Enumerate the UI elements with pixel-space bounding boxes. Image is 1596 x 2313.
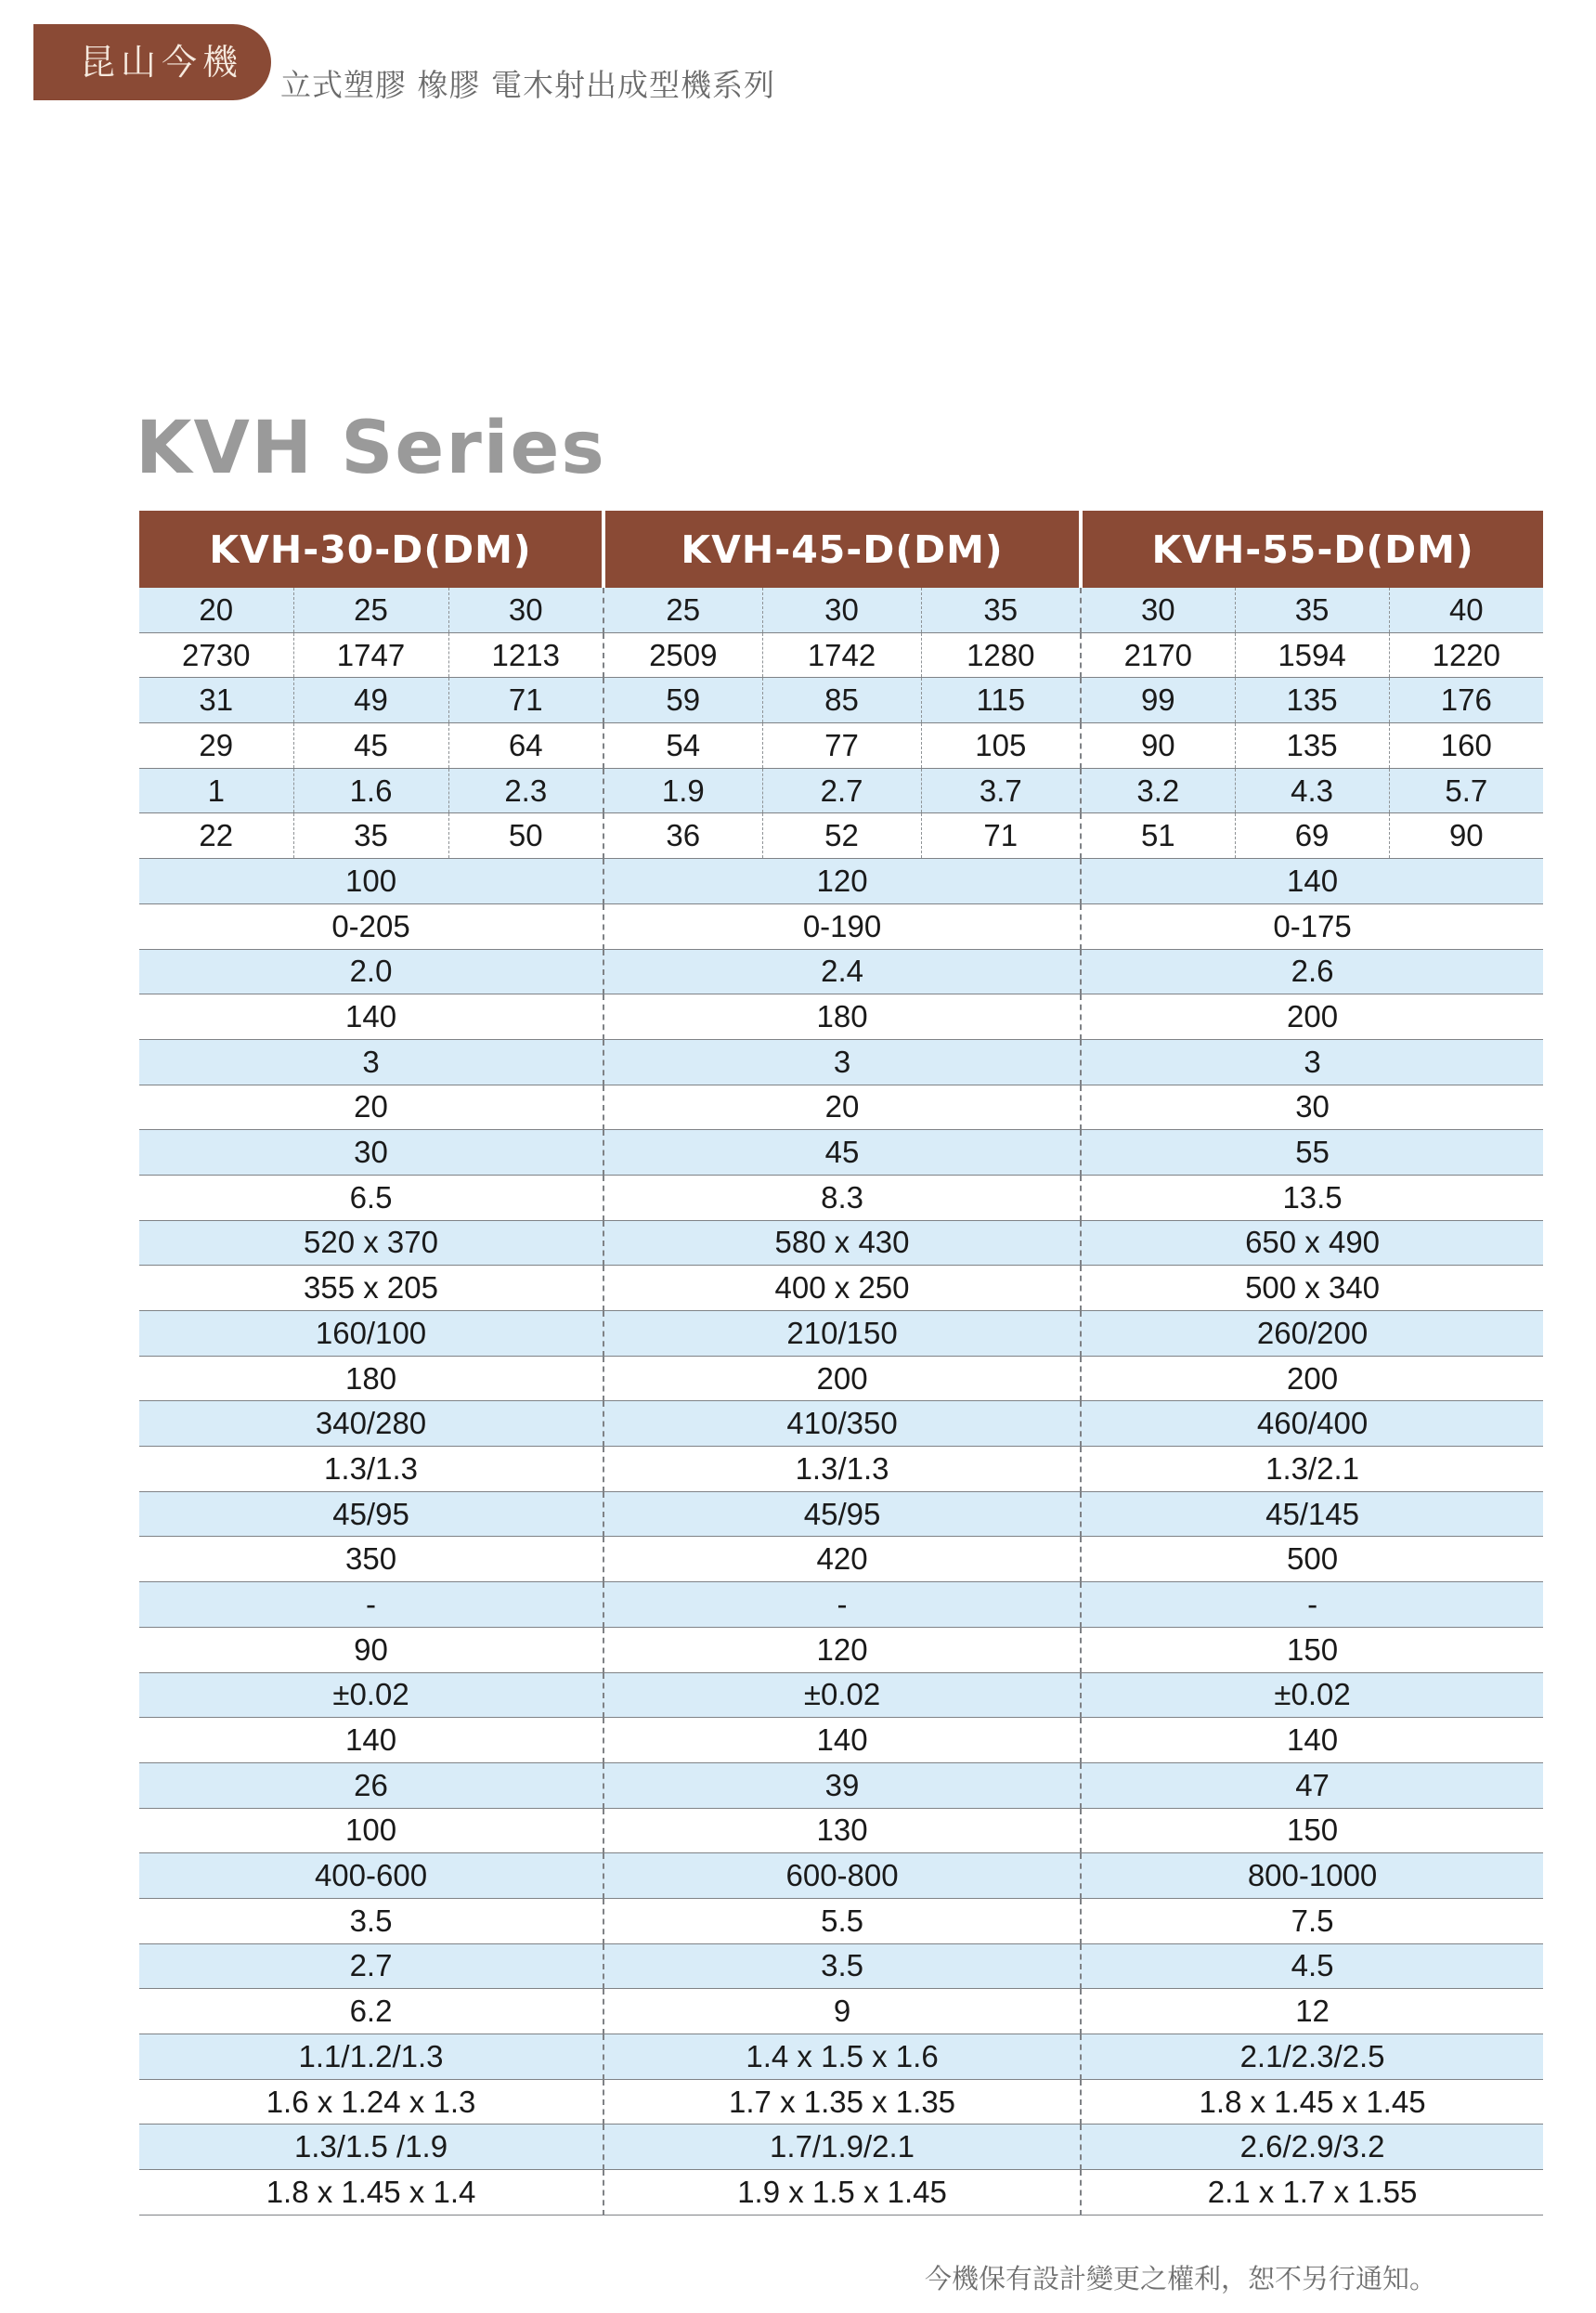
table-row xyxy=(139,1085,1543,1130)
table-cell: 135 xyxy=(1235,678,1389,723)
table-cell: 29 xyxy=(139,723,293,769)
table-cell: 140 xyxy=(1081,859,1543,904)
table-cell: 2.1/2.3/2.5 xyxy=(1081,2034,1543,2080)
table-row xyxy=(139,949,1543,994)
table-cell: 35 xyxy=(921,588,1081,632)
table-cell: 51 xyxy=(1081,813,1235,859)
table-row xyxy=(139,1808,1543,1853)
table-cell: 1.8 x 1.45 x 1.4 xyxy=(139,2170,603,2216)
table-cell: 1 xyxy=(139,768,293,813)
table-row xyxy=(139,1989,1543,2034)
table-cell: 100 xyxy=(139,1808,603,1853)
table-cell: 2.6 xyxy=(1081,949,1543,994)
table-cell: 2.0 xyxy=(139,949,603,994)
table-cell: 22 xyxy=(139,813,293,859)
table-cell: 36 xyxy=(603,813,762,859)
table-cell: 13.5 xyxy=(1081,1175,1543,1220)
table-cell: 45/145 xyxy=(1081,1491,1543,1537)
table-row xyxy=(139,994,1543,1040)
table-row xyxy=(139,813,1543,859)
table-cell: 39 xyxy=(603,1762,1081,1808)
table-cell: 71 xyxy=(921,813,1081,859)
table-cell: - xyxy=(603,1582,1081,1628)
table-cell: 1.3/1.3 xyxy=(603,1447,1081,1492)
table-cell: 2.6/2.9/3.2 xyxy=(1081,2125,1543,2170)
table-cell: 12 xyxy=(1081,1989,1543,2034)
table-cell: 45 xyxy=(603,1130,1081,1176)
table-cell: 45 xyxy=(293,723,448,769)
table-cell: 2.3 xyxy=(448,768,603,813)
table-row xyxy=(139,1491,1543,1537)
table-cell: 45/95 xyxy=(139,1491,603,1537)
table-cell: 410/350 xyxy=(603,1401,1081,1447)
table-cell: 30 xyxy=(1081,1085,1543,1130)
table-cell: 180 xyxy=(603,994,1081,1040)
table-cell: 2.7 xyxy=(139,1943,603,1989)
table-cell: 52 xyxy=(762,813,921,859)
table-cell: 1.7/1.9/2.1 xyxy=(603,2125,1081,2170)
table-cell: 500 x 340 xyxy=(1081,1266,1543,1311)
table-cell: 1280 xyxy=(921,632,1081,678)
table-cell: 1.3/2.1 xyxy=(1081,1447,1543,1492)
table-cell: 140 xyxy=(1081,1718,1543,1763)
table-cell: 64 xyxy=(448,723,603,769)
table-cell: 77 xyxy=(762,723,921,769)
table-cell: 85 xyxy=(762,678,921,723)
table-cell: 1742 xyxy=(762,632,921,678)
table-cell: 30 xyxy=(762,588,921,632)
table-row xyxy=(139,1356,1543,1401)
table-cell: 140 xyxy=(139,1718,603,1763)
table-cell: 140 xyxy=(603,1718,1081,1763)
table-cell: 1747 xyxy=(293,632,448,678)
table-cell: 8.3 xyxy=(603,1175,1081,1220)
table-cell: 54 xyxy=(603,723,762,769)
table-row xyxy=(139,1130,1543,1176)
table-cell: ±0.02 xyxy=(603,1672,1081,1718)
table-row xyxy=(139,1762,1543,1808)
table-cell: 1.1/1.2/1.3 xyxy=(139,2034,603,2080)
table-row xyxy=(139,2079,1543,2125)
table-cell: 120 xyxy=(603,1627,1081,1672)
table-cell: 20 xyxy=(139,1085,603,1130)
table-cell: 355 x 205 xyxy=(139,1266,603,1311)
spec-table xyxy=(139,511,1543,2216)
table-row xyxy=(139,2034,1543,2080)
table-cell: 0-175 xyxy=(1081,903,1543,949)
table-cell: 20 xyxy=(139,588,293,632)
table-cell: 0-190 xyxy=(603,903,1081,949)
series-title: KVH Series xyxy=(136,407,606,490)
table-cell: 1.3/1.5 /1.9 xyxy=(139,2125,603,2170)
table-cell: 800-1000 xyxy=(1081,1853,1543,1899)
table-cell: 120 xyxy=(603,859,1081,904)
table-cell: 45/95 xyxy=(603,1491,1081,1537)
table-cell: 50 xyxy=(448,813,603,859)
table-cell: 650 x 490 xyxy=(1081,1220,1543,1266)
table-cell: 2.1 x 1.7 x 1.55 xyxy=(1081,2170,1543,2216)
table-cell: 580 x 430 xyxy=(603,1220,1081,1266)
table-row xyxy=(139,1220,1543,1266)
table-cell: 160 xyxy=(1389,723,1543,769)
table-cell: 160/100 xyxy=(139,1311,603,1357)
table-row xyxy=(139,1718,1543,1763)
model-header: KVH-30-D(DM) xyxy=(139,511,603,588)
table-cell: 6.5 xyxy=(139,1175,603,1220)
header-subtitle: 立式塑膠 橡膠 電木射出成型機系列 xyxy=(280,67,775,103)
table-cell: 340/280 xyxy=(139,1401,603,1447)
brand-badge: 昆山今機 xyxy=(33,24,271,100)
table-cell: 2.4 xyxy=(603,949,1081,994)
table-cell: 5.7 xyxy=(1389,768,1543,813)
table-cell: 600-800 xyxy=(603,1853,1081,1899)
table-cell: 180 xyxy=(139,1356,603,1401)
model-header: KVH-45-D(DM) xyxy=(603,511,1081,588)
table-cell: 3.5 xyxy=(603,1943,1081,1989)
table-cell: 59 xyxy=(603,678,762,723)
table-cell: 150 xyxy=(1081,1808,1543,1853)
table-cell: 90 xyxy=(139,1627,603,1672)
table-cell: 20 xyxy=(603,1085,1081,1130)
table-cell: 2.7 xyxy=(762,768,921,813)
table-cell: 176 xyxy=(1389,678,1543,723)
table-cell: 1.3/1.3 xyxy=(139,1447,603,1492)
table-row xyxy=(139,1266,1543,1311)
table-cell: 1.7 x 1.35 x 1.35 xyxy=(603,2079,1081,2125)
table-cell: 2730 xyxy=(139,632,293,678)
table-cell: 135 xyxy=(1235,723,1389,769)
table-cell: 25 xyxy=(603,588,762,632)
table-cell: ±0.02 xyxy=(139,1672,603,1718)
table-row xyxy=(139,1627,1543,1672)
table-cell: 350 xyxy=(139,1537,603,1582)
table-cell: 500 xyxy=(1081,1537,1543,1582)
table-row xyxy=(139,1582,1543,1628)
table-cell: 9 xyxy=(603,1989,1081,2034)
table-cell: 6.2 xyxy=(139,1989,603,2034)
table-cell: 2509 xyxy=(603,632,762,678)
table-cell: 1.6 x 1.24 x 1.3 xyxy=(139,2079,603,2125)
table-row xyxy=(139,768,1543,813)
table-row xyxy=(139,903,1543,949)
table-cell: 1.9 x 1.5 x 1.45 xyxy=(603,2170,1081,2216)
table-cell: 200 xyxy=(1081,994,1543,1040)
table-cell: ±0.02 xyxy=(1081,1672,1543,1718)
table-cell: 210/150 xyxy=(603,1311,1081,1357)
table-row xyxy=(139,588,1543,632)
table-cell: 1.4 x 1.5 x 1.6 xyxy=(603,2034,1081,2080)
table-cell: 0-205 xyxy=(139,903,603,949)
table-cell: 69 xyxy=(1235,813,1389,859)
table-row xyxy=(139,1175,1543,1220)
table-cell: 400 x 250 xyxy=(603,1266,1081,1311)
table-row xyxy=(139,2170,1543,2216)
table-cell: 150 xyxy=(1081,1627,1543,1672)
table-cell: 140 xyxy=(139,994,603,1040)
table-cell: 520 x 370 xyxy=(139,1220,603,1266)
table-row xyxy=(139,1672,1543,1718)
table-cell: 47 xyxy=(1081,1762,1543,1808)
table-cell: - xyxy=(1081,1582,1543,1628)
table-cell: 4.5 xyxy=(1081,1943,1543,1989)
table-row xyxy=(139,1447,1543,1492)
table-row xyxy=(139,1311,1543,1357)
table-cell: 31 xyxy=(139,678,293,723)
table-row xyxy=(139,1898,1543,1943)
table-cell: 30 xyxy=(448,588,603,632)
table-cell: 3 xyxy=(603,1039,1081,1085)
table-cell: 260/200 xyxy=(1081,1311,1543,1357)
table-row xyxy=(139,632,1543,678)
table-cell: 130 xyxy=(603,1808,1081,1853)
table-cell: 5.5 xyxy=(603,1898,1081,1943)
table-cell: 90 xyxy=(1389,813,1543,859)
table-row xyxy=(139,723,1543,769)
table-cell: 1594 xyxy=(1235,632,1389,678)
table-cell: 35 xyxy=(1235,588,1389,632)
table-cell: 30 xyxy=(139,1130,603,1176)
table-cell: 3.5 xyxy=(139,1898,603,1943)
spec-table-body xyxy=(139,588,1543,2215)
table-cell: 3 xyxy=(1081,1039,1543,1085)
table-row xyxy=(139,1943,1543,1989)
table-row xyxy=(139,678,1543,723)
table-cell: 90 xyxy=(1081,723,1235,769)
table-cell: 1213 xyxy=(448,632,603,678)
table-cell: 420 xyxy=(603,1537,1081,1582)
table-cell: 7.5 xyxy=(1081,1898,1543,1943)
table-cell: 35 xyxy=(293,813,448,859)
table-cell: 55 xyxy=(1081,1130,1543,1176)
table-cell: 30 xyxy=(1081,588,1235,632)
table-cell: 49 xyxy=(293,678,448,723)
footer-note: 今機保有設計變更之權利，恕不另行通知。 xyxy=(925,2263,1437,2294)
table-cell: 3.7 xyxy=(921,768,1081,813)
table-cell: 460/400 xyxy=(1081,1401,1543,1447)
table-cell: 1.6 xyxy=(293,768,448,813)
table-row xyxy=(139,1039,1543,1085)
table-cell: 3 xyxy=(139,1039,603,1085)
table-cell: 1220 xyxy=(1389,632,1543,678)
table-cell: 1.8 x 1.45 x 1.45 xyxy=(1081,2079,1543,2125)
table-cell: 26 xyxy=(139,1762,603,1808)
model-header-row xyxy=(139,511,1543,588)
table-cell: 400-600 xyxy=(139,1853,603,1899)
table-cell: 40 xyxy=(1389,588,1543,632)
table-cell: 200 xyxy=(603,1356,1081,1401)
model-header: KVH-55-D(DM) xyxy=(1081,511,1543,588)
table-row xyxy=(139,2125,1543,2170)
table-cell: 4.3 xyxy=(1235,768,1389,813)
table-cell: 2170 xyxy=(1081,632,1235,678)
table-row xyxy=(139,1537,1543,1582)
table-cell: 71 xyxy=(448,678,603,723)
table-cell: 1.9 xyxy=(603,768,762,813)
table-row xyxy=(139,859,1543,904)
table-cell: 105 xyxy=(921,723,1081,769)
table-cell: 25 xyxy=(293,588,448,632)
table-cell: 115 xyxy=(921,678,1081,723)
table-row xyxy=(139,1853,1543,1899)
table-row xyxy=(139,1401,1543,1447)
table-cell: 3.2 xyxy=(1081,768,1235,813)
table-cell: 99 xyxy=(1081,678,1235,723)
table-cell: - xyxy=(139,1582,603,1628)
table-cell: 200 xyxy=(1081,1356,1543,1401)
table-cell: 100 xyxy=(139,859,603,904)
